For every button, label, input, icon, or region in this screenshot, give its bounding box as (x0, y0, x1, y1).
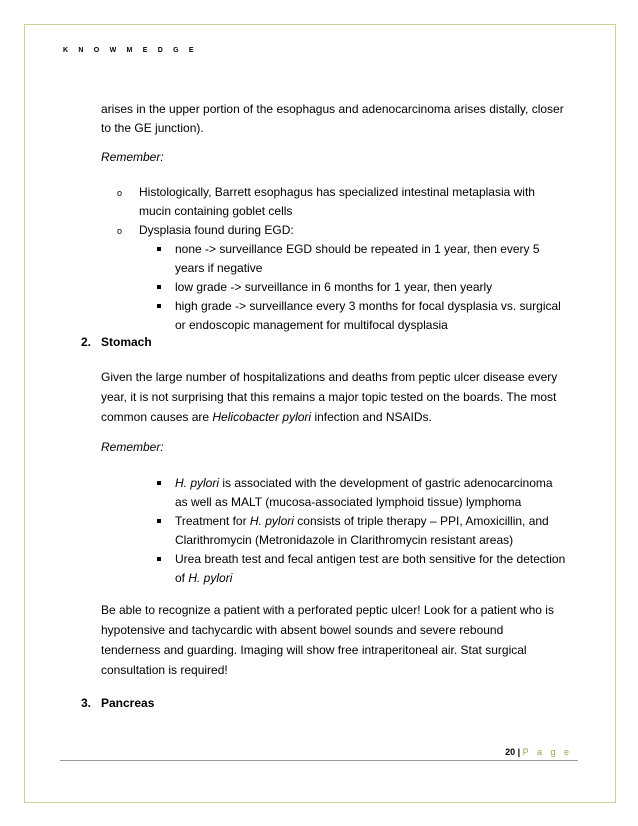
list-item-line-1: Histologically, Barrett esophagus has specialized intestinal metaplasia with (139, 185, 535, 199)
stomach-bullet-1-line-2: as well as MALT (mucosa-associated lymphoid tissue) lymphoma (175, 495, 522, 509)
stomach-paragraph (101, 367, 575, 427)
page-footer (505, 747, 572, 757)
paragraph-line: Given the large number of hospitalizations and deaths from peptic ulcer disease every (101, 370, 558, 384)
stomach-bullet-3-line-2: of H. pylori (175, 571, 233, 585)
section-title: Stomach (101, 335, 152, 349)
sub-item-line-2: years if negative (175, 261, 263, 275)
circle-bullet-icon: o (117, 188, 123, 198)
remember-label-esophagus: Remember: (101, 150, 164, 164)
list-item-line-1: Dysplasia found during EGD: (139, 223, 294, 237)
sub-item-line-1: high grade -> surveillance every 3 months for focal dysplasia vs. surgical (175, 299, 561, 313)
paragraph-line: consultation is required! (101, 663, 228, 677)
header-title: K N O W M E D G E (63, 47, 198, 54)
square-bullet-icon (157, 481, 161, 485)
page-number: 20 (505, 747, 516, 757)
footer-divider (60, 760, 578, 761)
continuation-line-2: to the GE junction). (101, 121, 204, 135)
remember-label-stomach: Remember: (101, 440, 164, 454)
paragraph-line: Be able to recognize a patient with a perforated peptic ulcer! Look for a patient who is (101, 603, 554, 617)
section-number: 2. (81, 335, 92, 349)
paragraph-line: hypotensive and tachycardic with absent bowel sounds and severe rebound (101, 623, 504, 637)
square-bullet-icon (157, 285, 161, 289)
perforated-ulcer-paragraph (101, 600, 575, 680)
footer-separator: | (517, 747, 521, 757)
page-word: P a g e (522, 747, 572, 757)
section-number: 3. (81, 696, 92, 710)
square-bullet-icon (157, 247, 161, 251)
square-bullet-icon (157, 519, 161, 523)
section-title: Pancreas (101, 696, 155, 710)
sub-item-line-1: none -> surveillance EGD should be repeated in 1 year, then every 5 (175, 242, 540, 256)
paragraph-line: tenderness and guarding. Imaging will show free intraperitoneal air. Stat surgical (101, 643, 527, 657)
list-item-line-2: mucin containing goblet cells (139, 204, 293, 218)
sub-item-line-2: or endoscopic management for multifocal dysplasia (175, 318, 448, 332)
paragraph-line: year, it is not surprising that this remains a major topic tested on the boards. The most (101, 390, 557, 404)
continuation-line-1: arises in the upper portion of the esophagus and adenocarcinoma arises distally, closer (101, 102, 564, 116)
section-heading-pancreas (81, 696, 154, 710)
paragraph-line: common causes are Helicobacter pylori infection and NSAIDs. (101, 410, 432, 424)
circle-bullet-icon: o (117, 226, 123, 236)
square-bullet-icon (157, 557, 161, 561)
sub-item-line-1: low grade -> surveillance in 6 months for 1 year, then yearly (175, 280, 493, 294)
square-bullet-icon (157, 304, 161, 308)
stomach-bullet-3-line-1: Urea breath test and fecal antigen test are both sensitive for the detection (175, 552, 566, 566)
stomach-bullet-2-line-2: Clarithromycin (Metronidazole in Clarithromycin resistant areas) (175, 533, 514, 547)
stomach-bullet-2-line-1: Treatment for H. pylori consists of triple therapy – PPI, Amoxicillin, and (175, 514, 549, 528)
section-heading-stomach (81, 335, 152, 349)
stomach-bullet-1-line-1: H. pylori is associated with the development of gastric adenocarcinoma (175, 476, 553, 490)
